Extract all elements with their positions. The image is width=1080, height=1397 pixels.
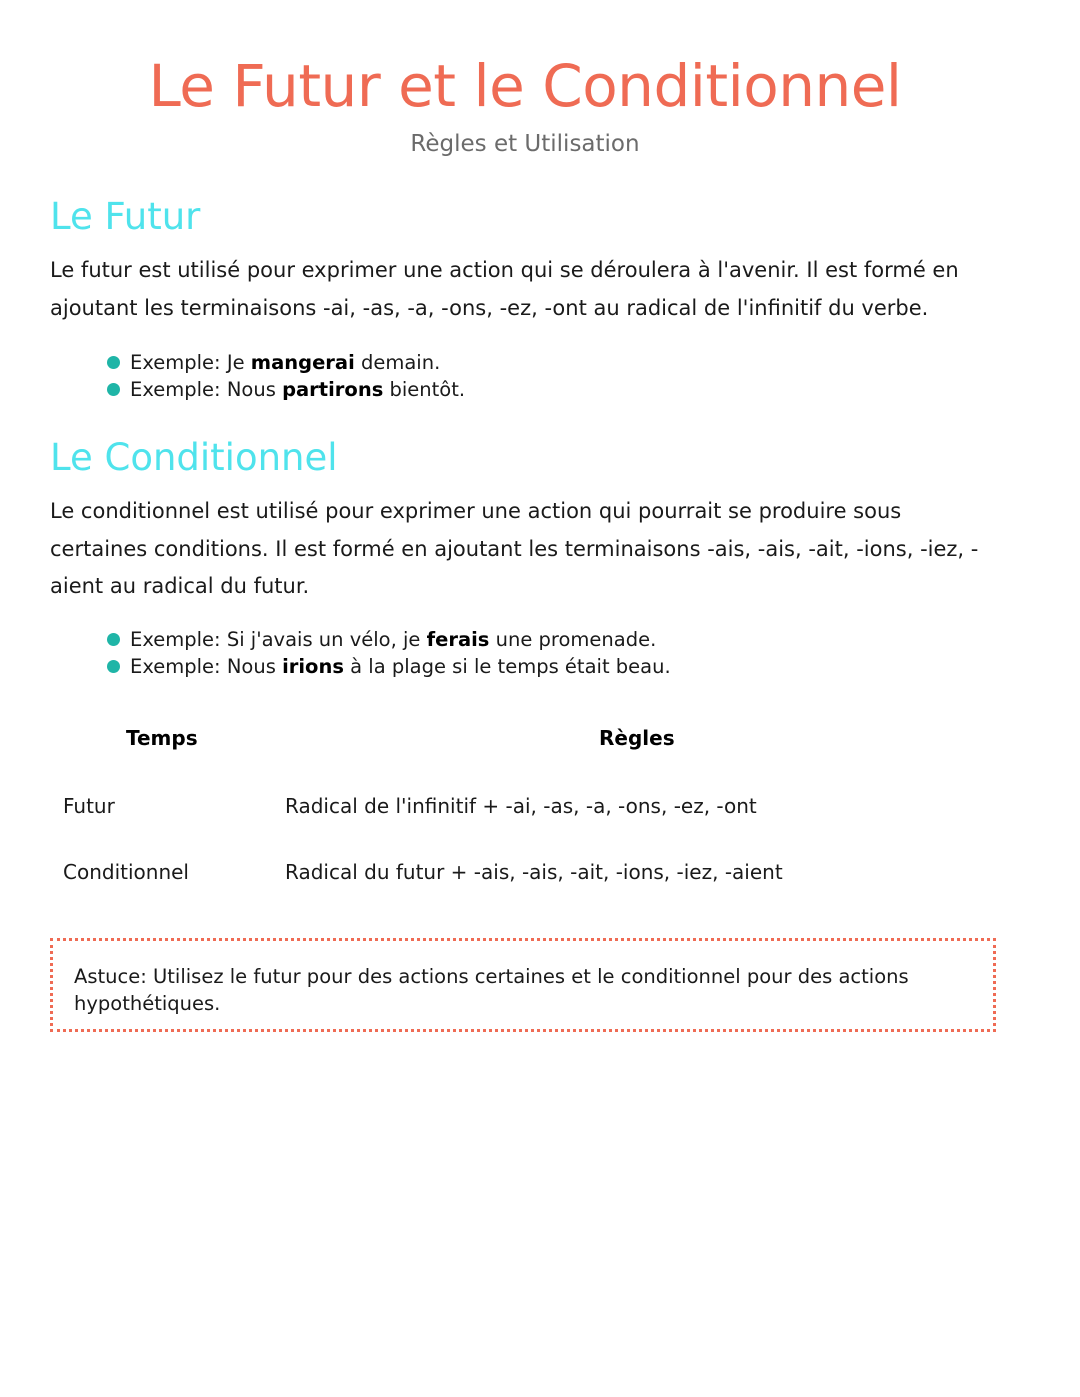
example-suffix: une promenade. — [489, 628, 657, 651]
example-verb: mangerai — [250, 351, 355, 374]
paragraph-futur: Le futur est utilisé pour exprimer une action qui se déroulera à l'avenir. Il est formé en ajoutant les terminaisons -ai, -as, -a, -ons, -ez, -ont au radical de l'infinitif du verbe. — [50, 258, 959, 320]
example-list-conditionnel — [107, 626, 671, 680]
section-heading-futur: Le Futur — [50, 195, 201, 238]
list-item — [107, 376, 465, 403]
bullet-dot-icon — [107, 660, 120, 673]
list-item — [107, 626, 671, 653]
example-suffix: bientôt. — [383, 378, 466, 401]
bullet-dot-icon — [107, 633, 120, 646]
table-cell-temps: Conditionnel — [63, 860, 189, 884]
list-item — [107, 349, 465, 376]
table-cell-temps: Futur — [63, 794, 115, 818]
page-subtitle: Règles et Utilisation — [410, 131, 640, 157]
table-header-temps: Temps — [126, 726, 198, 750]
example-suffix: demain. — [354, 351, 441, 374]
bullet-dot-icon — [107, 356, 120, 369]
page-title: Le Futur et le Conditionnel — [148, 52, 902, 120]
section-heading-conditionnel: Le Conditionnel — [50, 436, 338, 479]
table-header-regles: Règles — [599, 726, 675, 750]
example-suffix: à la plage si le temps était beau. — [343, 655, 671, 678]
example-verb: ferais — [426, 628, 490, 651]
table-cell-regle: Radical de l'infinitif + -ai, -as, -a, -ons, -ez, -ont — [285, 794, 757, 818]
example-prefix: Exemple: Je — [130, 351, 251, 374]
table-cell-regle: Radical du futur + -ais, -ais, -ait, -ions, -iez, -aient — [285, 860, 783, 884]
tip-box — [50, 938, 996, 1032]
example-verb: partirons — [282, 378, 384, 401]
paragraph-conditionnel: Le conditionnel est utilisé pour exprimer une action qui pourrait se produire sous certaines conditions. Il est formé en ajoutant les terminaisons -ais, -ais, -ait, -ions, -iez, -aient au radical du futur. — [50, 499, 979, 598]
tip-text: Astuce: Utilisez le futur pour des actions certaines et le conditionnel pour des actions hypothétiques. — [74, 965, 909, 1015]
example-verb: irions — [282, 655, 344, 678]
example-prefix: Exemple: Si j'avais un vélo, je — [130, 628, 427, 651]
bullet-dot-icon — [107, 383, 120, 396]
example-list-futur — [107, 349, 465, 403]
list-item — [107, 653, 671, 680]
example-prefix: Exemple: Nous — [130, 655, 283, 678]
example-prefix: Exemple: Nous — [130, 378, 283, 401]
